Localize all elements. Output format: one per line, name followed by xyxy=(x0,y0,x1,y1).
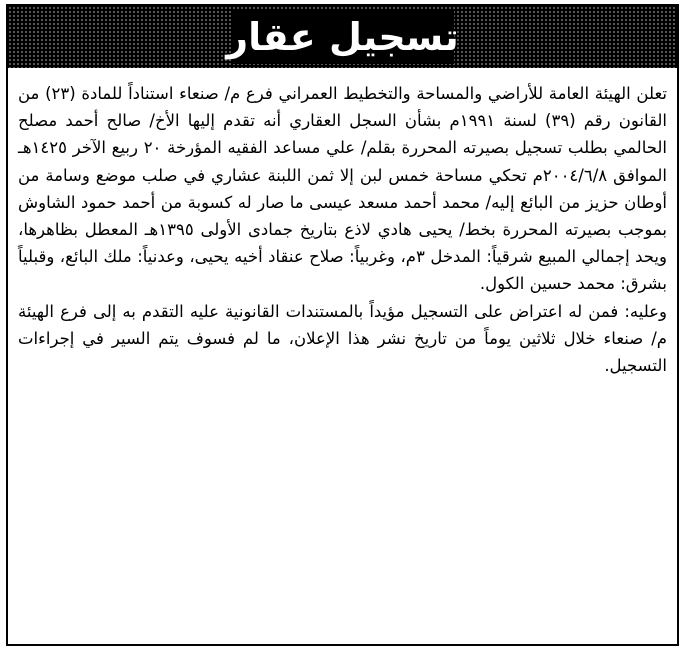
title-banner xyxy=(8,6,677,68)
notice-paragraph-objection: وعليه: فمن له اعتراض على التسجيل مؤيداً بالمستندات القانونية عليه التقدم به إلى فرع الهيئة م/ صنعاء خلال ثلاثين يوماً من تاريخ نشر هذا الإعلان، ما لم فسوف يتم السير في إجراءات التسجيل. xyxy=(18,301,667,376)
notice-paragraph-main: تعلن الهيئة العامة للأراضي والمساحة والتخطيط العمراني فرع م/ صنعاء استناداً للمادة (٢٣) من القانون رقم (٣٩) لسنة ١٩٩١م بشأن السجل العقاري أنه تقدم إليها الأخ/ صالح أحمد مصلح الحالمي بطلب تسجيل بصيرته المحررة بقلم/ علي مساعد الفقيه المؤرخة ٢٠ ربيع الآخر ١٤٢٥هـ الموافق ٢٠٠٤/٦/٨م تحكي مساحة خمس لبن إلا ثمن اللبنة عشاري في صلب موضع وسامة من أوطان حزيز من البائع إليه/ محمد أحمد مسعد عيسى ما صار له كسوبة من أحمد حمود الشاوش بموجب بصيرته المحررة بخط/ يحيى هادي لاذع بتاريخ جمادى الأولى ١٣٩٥هـ المعطل بظاهرها، ويحد إجمالي المبيع شرقياً: المدخل ٣م، وغربياً: صلاح عنقاد أخيه يحيى، وعدنياً: ملك البائع، وقبلياً بشرق: محمد حسين الكول. xyxy=(18,84,668,294)
notice-body xyxy=(8,68,677,379)
notice-box xyxy=(6,4,679,646)
notice-title: تسجيل عقار xyxy=(232,10,454,64)
